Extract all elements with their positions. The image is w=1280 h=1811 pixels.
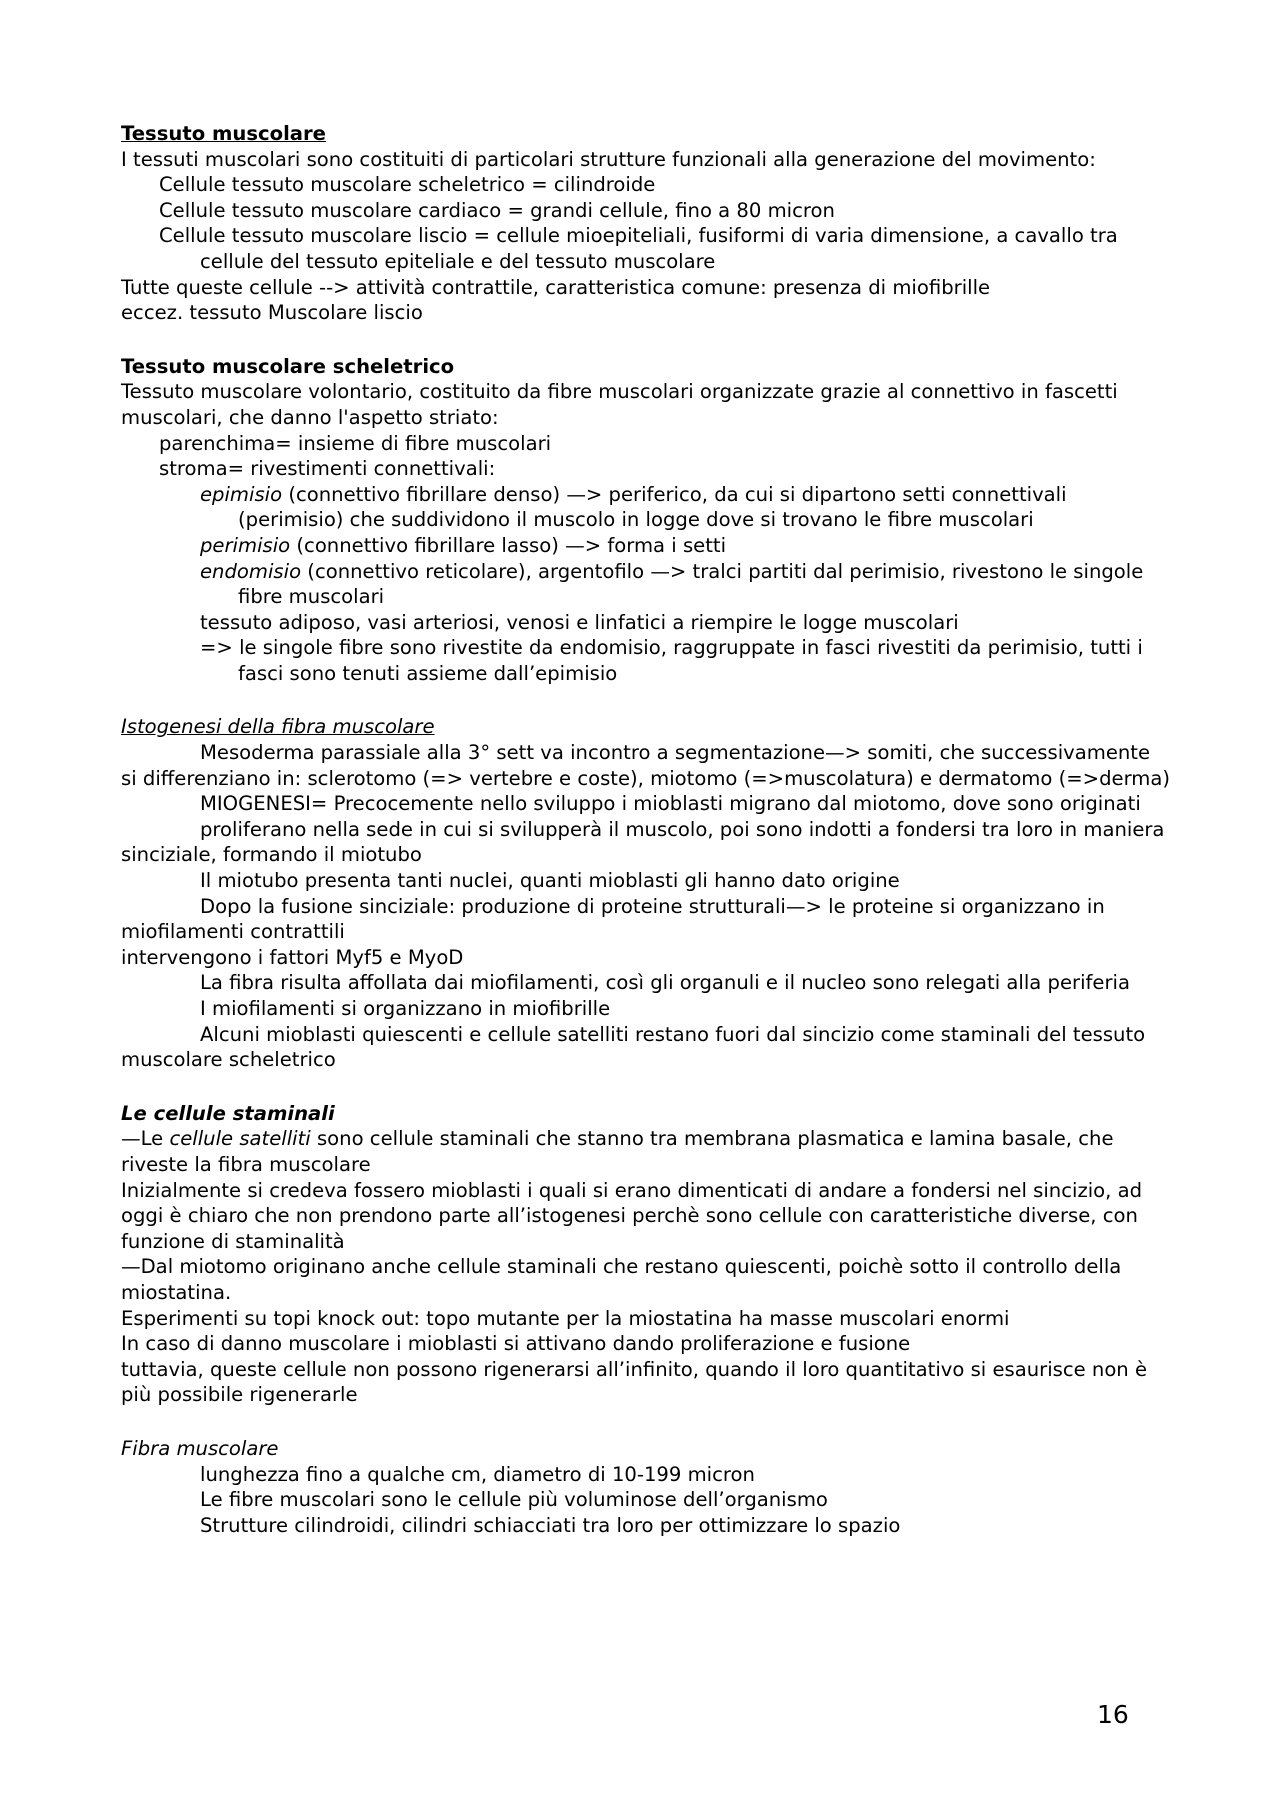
definition: (connettivo reticolare), argentofilo —> tralci partiti dal perimisio, rivestono le singole fibre muscolari [238, 559, 1144, 609]
paragraph: In caso di danno muscolare i mioblasti si attivano dando proliferazione e fusione [121, 1332, 911, 1356]
section-tessuto-muscolare [121, 121, 1171, 326]
term: cellule satelliti [169, 1127, 311, 1151]
paragraph: Il miotubo presenta tanti nuclei, quanti mioblasti gli hanno dato origine [200, 869, 900, 893]
list-item: => le singole fibre sono rivestite da endomisio, raggruppate in fasci rivestiti da perimisio, tutti i fasci sono tenuti assieme dall’epimisio [200, 636, 1143, 685]
term: endomisio [200, 559, 302, 583]
list-item: lunghezza fino a qualche cm, diametro di 10-199 micron [200, 1462, 755, 1486]
list-item: Cellule tessuto muscolare liscio = cellule mioepiteliali, fusiformi di varia dimensione, a cavallo tra cellule del tessuto epiteliale e del tessuto muscolare [159, 224, 1118, 273]
list-item: tessuto adiposo, vasi arteriosi, venosi e linfatici a riempire le logge muscolari [200, 610, 959, 634]
list-item [121, 533, 1171, 559]
text: sono cellule staminali che stanno tra membrana plasmatica e lamina basale, che riveste la fibra muscolare [121, 1127, 1114, 1176]
list-item: Le fibre muscolari sono le cellule più voluminose dell’organismo [200, 1488, 828, 1512]
term: perimisio [200, 533, 291, 557]
paragraph: I miofilamenti si organizzano in miofibrille [200, 997, 611, 1020]
paragraph: proliferano nella sede in cui si svilupperà il muscolo, poi sono indotti a fondersi tra loro in maniera sinciziale, formando il miotubo [121, 817, 1165, 867]
section-title: Fibra muscolare [121, 1436, 279, 1460]
section-title: Istogenesi della fibra muscolare [121, 715, 435, 739]
list-item [121, 482, 1171, 533]
paragraph: intervengono i fattori Myf5 e MyoD [121, 945, 464, 969]
paragraph: La fibra risulta affollata dai miofilamenti, così gli organuli e il nucleo sono relegati alla periferia [200, 971, 1130, 995]
list-item: stroma= rivestimenti connettivali: [159, 457, 496, 481]
paragraph: MIOGENESI= Precocemente nello sviluppo i mioblasti migrano dal miotomo, dove sono originati [200, 792, 1141, 816]
list-item: Strutture cilindroidi, cilindri schiacciati tra loro per ottimizzare lo spazio [200, 1513, 901, 1537]
paragraph: —Dal miotomo originano anche cellule staminali che restano quiescenti, poichè sotto il controllo della miostatina. [121, 1255, 1122, 1304]
paragraph [121, 1126, 1171, 1177]
section-title: Tessuto muscolare [121, 122, 326, 145]
paragraph: I tessuti muscolari sono costituiti di particolari strutture funzionali alla generazione del movimento: [121, 147, 1096, 171]
document-page [121, 121, 1171, 1538]
section-tessuto-scheletrico [121, 354, 1171, 687]
paragraph: Dopo la fusione sinciziale: produzione di proteine strutturali—> le proteine si organizzano in miofilamenti contrattili [121, 894, 1105, 944]
list-item: parenchima= insieme di fibre muscolari [159, 431, 552, 455]
section-title: Tessuto muscolare scheletrico [121, 354, 455, 378]
paragraph: Inizialmente si credeva fossero mioblasti i quali si erano dimenticati di andare a fondersi nel sincizio, ad oggi è chiaro che non prendono parte all’istogenesi perchè sono cellule con caratteristiche diverse, con funzione di staminalità [121, 1178, 1143, 1253]
list-item [121, 559, 1171, 610]
definition: (connettivo fibrillare lasso) —> forma i setti [290, 533, 727, 557]
section-fibra [121, 1436, 1171, 1538]
paragraph: eccez. tessuto Muscolare liscio [121, 301, 423, 325]
list-item: Cellule tessuto muscolare cardiaco = grandi cellule, fino a 80 micron [159, 198, 835, 222]
text: —Le [121, 1127, 170, 1151]
paragraph: Esperimenti su topi knock out: topo mutante per la miostatina ha masse muscolari enormi [121, 1306, 1010, 1330]
paragraph: Mesoderma parassiale alla 3° sett va incontro a segmentazione—> somiti, che successivamente si differenziano in: sclerotomo (=> vertebre e coste), miotomo (=>muscolatura) e dermatomo (=>derma) [121, 741, 1171, 790]
section-istogenesi [121, 714, 1171, 1072]
section-title: Le cellule staminali [121, 1101, 335, 1125]
paragraph: Tutte queste cellule --> attività contrattile, caratteristica comune: presenza di miofibrille [121, 275, 991, 299]
term: epimisio [200, 482, 283, 506]
paragraph: tuttavia, queste cellule non possono rigenerarsi all’infinito, quando il loro quantitativo si esaurisce non è più possibile rigenerarle [121, 1357, 1148, 1407]
paragraph: Tessuto muscolare volontario, costituito da fibre muscolari organizzate grazie al connettivo in fascetti muscolari, che danno l'aspetto striato: [121, 380, 1118, 429]
list-item: Cellule tessuto muscolare scheletrico = cilindroide [159, 173, 656, 197]
page-number: 16 [1097, 1700, 1129, 1729]
definition: (connettivo fibrillare denso) —> periferico, da cui si dipartono setti connettivali (perimisio) che suddividono il muscolo in logge dove si trovano le fibre muscolari [238, 482, 1067, 532]
section-staminali [121, 1101, 1171, 1408]
paragraph: Alcuni mioblasti quiescenti e cellule satelliti restano fuori dal sincizio come staminali del tessuto muscolare scheletrico [121, 1022, 1146, 1072]
